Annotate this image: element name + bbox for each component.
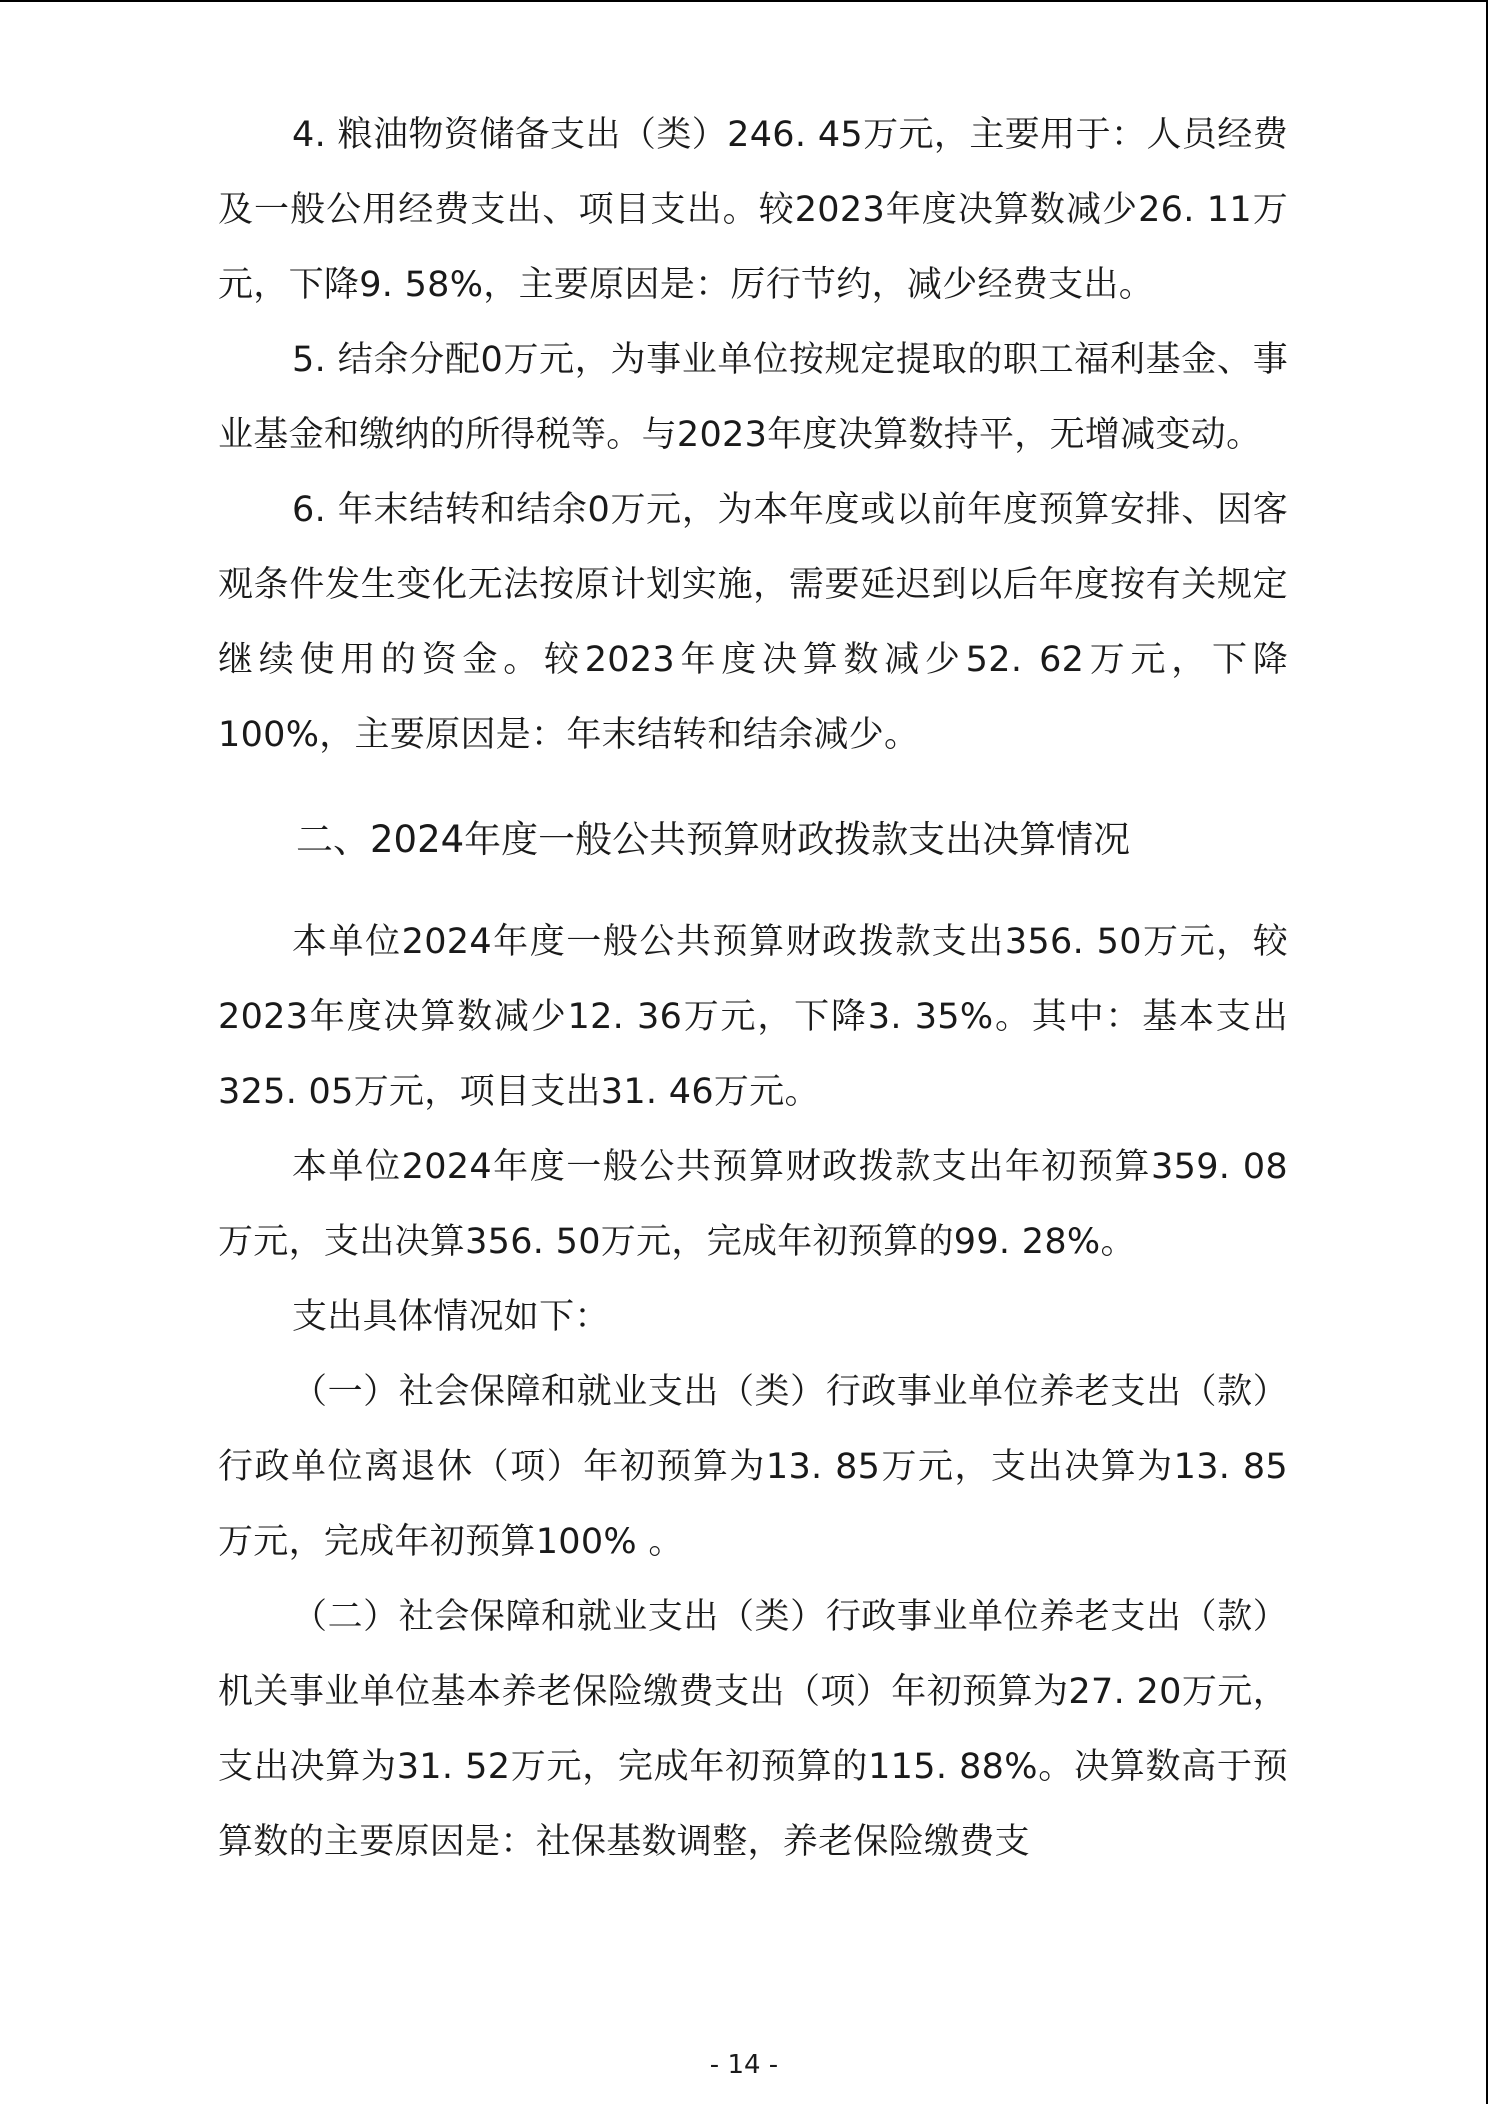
page-content: [218, 98, 1288, 1880]
paragraph-total-expenditure: 本单位2024年度一般公共预算财政拨款支出356. 50万元，较2023年度决算数减少12. 36万元，下降3. 35%。其中：基本支出325. 05万元，项目支出31. 46万元。: [218, 922, 1288, 1112]
section-heading: 二、2024年度一般公共预算财政拨款支出决算情况: [296, 818, 1131, 861]
paragraph-year-end-balance: 6. 年末结转和结余0万元，为本年度或以前年度预算安排、因客观条件发生变化无法按原计划实施，需要延迟到以后年度按有关规定继续使用的资金。较2023年度决算数减少52. 62万元，下降100%，主要原因是：年末结转和结余减少。: [218, 490, 1288, 755]
paragraph-item-pension-insurance: （二）社会保障和就业支出（类）行政事业单位养老支出（款）机关事业单位基本养老保险缴费支出（项）年初预算为27. 20万元，支出决算为31. 52万元，完成年初预算的115. 88%。决算数高于预算数的主要原因是：社保基数调整，养老保险缴费支: [218, 1597, 1288, 1862]
paragraph-budget-completion: 本单位2024年度一般公共预算财政拨款支出年初预算359. 08万元，支出决算356. 50万元，完成年初预算的99. 28%。: [218, 1147, 1288, 1262]
paragraph-item-retirement: （一）社会保障和就业支出（类）行政事业单位养老支出（款）行政单位离退休（项）年初预算为13. 85万元，支出决算为13. 85万元，完成年初预算100% 。: [218, 1372, 1288, 1562]
paragraph-grain-oil-reserve: 4. 粮油物资储备支出（类）246. 45万元，主要用于：人员经费及一般公用经费支出、项目支出。较2023年度决算数减少26. 11万元，下降9. 58%，主要原因是：厉行节约，减少经费支出。: [218, 115, 1288, 305]
page-number: - 14 -: [709, 2050, 779, 2080]
paragraph-details-intro: 支出具体情况如下：: [292, 1297, 610, 1337]
paragraph-surplus-distribution: 5. 结余分配0万元，为事业单位按规定提取的职工福利基金、事业基金和缴纳的所得税等。与2023年度决算数持平，无增减变动。: [218, 340, 1288, 455]
